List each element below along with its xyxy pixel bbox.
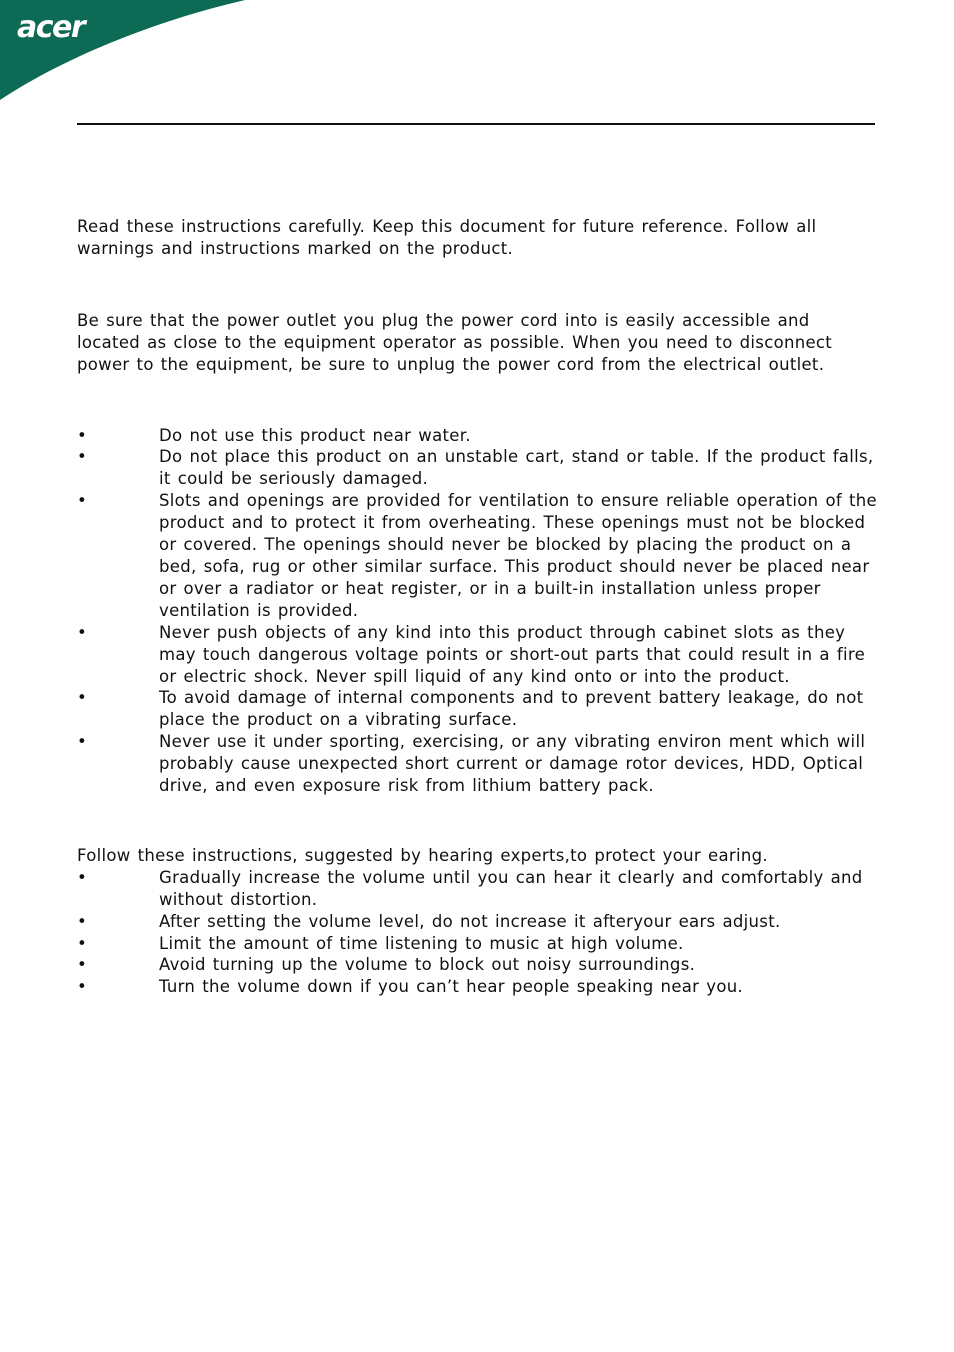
list-item (77, 867, 877, 911)
bullet-glyph: • (77, 911, 88, 931)
hearing-intro-paragraph: Follow these instructions, suggested by hearing experts,to protect your earing. (77, 845, 768, 865)
list-item (77, 933, 877, 955)
bullet-glyph: • (77, 732, 88, 752)
list-item (77, 490, 877, 621)
bullet-glyph: • (77, 491, 88, 511)
bullet-glyph: • (77, 622, 88, 642)
list-item (77, 425, 877, 447)
hearing-list (77, 867, 877, 998)
bullet-glyph: • (77, 933, 88, 953)
bullet-glyph: • (77, 688, 88, 708)
list-item-text: Do not use this product near water. (159, 425, 471, 445)
list-item (77, 446, 877, 490)
bullet-glyph: • (77, 425, 88, 445)
document-body (77, 216, 877, 998)
bullet-glyph: • (77, 447, 88, 467)
header-rule (77, 123, 875, 125)
list-item (77, 622, 877, 688)
caution-list (77, 425, 877, 797)
list-item-text: Never push objects of any kind into this product through cabinet slots as they may touch dangerous voltage points or short-out parts that could result in a fire or electric shock. Never spill liquid of any kind onto or into the product. (159, 622, 866, 686)
list-item-text: Do not place this product on an unstable cart, stand or table. If the product falls, it could be seriously damaged. (159, 447, 874, 489)
list-item-text: Limit the amount of time listening to music at high volume. (159, 933, 684, 953)
list-item (77, 976, 877, 998)
list-item-text: Never use it under sporting, exercising, or any vibrating environ ment which will probably cause unexpected short current or damage rotor devices, HDD, Optical drive, and even exposure risk from lithium battery pack. (159, 732, 866, 796)
power-paragraph: Be sure that the power outlet you plug the power cord into is easily accessible and located as close to the equipment operator as possible. When you need to disconnect power to the equipment, be sure to unplug the power cord from the electrical outlet. (77, 310, 833, 374)
list-item-text: To avoid damage of internal components and to prevent battery leakage, do not place the product on a vibrating surface. (159, 688, 864, 730)
bullet-glyph: • (77, 867, 88, 887)
list-item (77, 954, 877, 976)
list-item-text: Avoid turning up the volume to block out noisy surroundings. (159, 955, 696, 975)
acer-logo: acer (17, 10, 85, 45)
list-item-text: Gradually increase the volume until you can hear it clearly and comfortably and without distortion. (159, 867, 863, 909)
list-item (77, 911, 877, 933)
list-item-text: After setting the volume level, do not increase it afteryour ears adjust. (159, 911, 781, 931)
bullet-glyph: • (77, 955, 88, 975)
brand-corner-graphic (0, 0, 260, 110)
intro-paragraph: Read these instructions carefully. Keep this document for future reference. Follow all warnings and instructions marked on the product. (77, 217, 817, 258)
bullet-glyph: • (77, 977, 88, 997)
list-item (77, 687, 877, 731)
list-item-text: Slots and openings are provided for ventilation to ensure reliable operation of the product and to protect it from overheating. These openings must not be blocked or covered. The openings should never be blocked by placing the product on a bed, sofa, rug or other similar surface. This product should never be placed near or over a radiator or heat register, or in a built-in installation unless proper ventilation is provided. (159, 491, 877, 620)
list-item (77, 731, 877, 797)
list-item-text: Turn the volume down if you can’t hear people speaking near you. (159, 977, 744, 997)
